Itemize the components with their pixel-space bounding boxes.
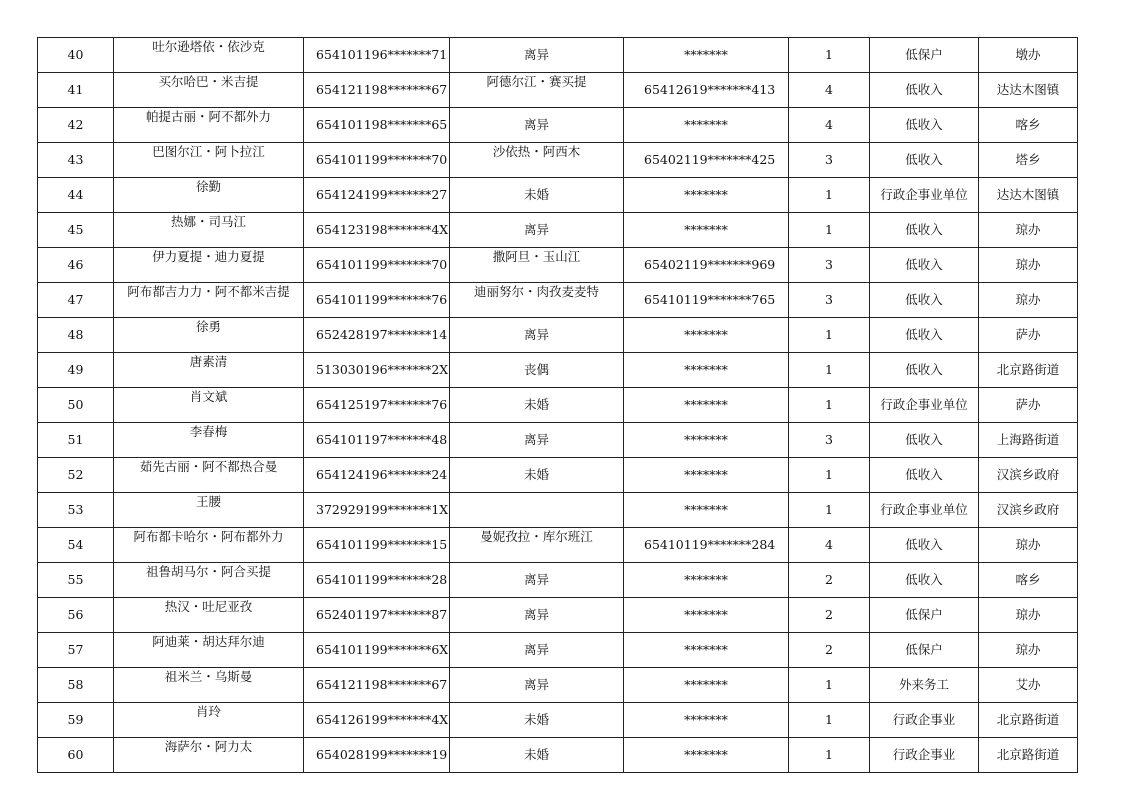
- office-cell: 喀乡: [979, 108, 1078, 143]
- office-cell: 墩办: [979, 38, 1078, 73]
- table-row: [38, 143, 1078, 178]
- row-number-cell: 58: [38, 668, 114, 703]
- office-cell: 汉滨乡政府: [979, 493, 1078, 528]
- applicant-name-cell: 吐尔逊塔依・依沙克: [114, 38, 304, 73]
- office-cell: 达达木图镇: [979, 73, 1078, 108]
- row-number-cell: 60: [38, 738, 114, 773]
- marital-spouse-cell: 未婚: [450, 458, 624, 493]
- applicant-name-cell: 巴图尔江・阿卜拉江: [114, 143, 304, 178]
- spouse-id-cell: *******: [624, 108, 789, 143]
- applicant-name-cell: 热汉・吐尼亚孜: [114, 598, 304, 633]
- applicant-name-cell: 肖玲: [114, 703, 304, 738]
- category-cell: 低收入: [870, 248, 979, 283]
- applicant-name-cell: 帕提古丽・阿不都外力: [114, 108, 304, 143]
- applicant-name-cell: 伊力夏提・迪力夏提: [114, 248, 304, 283]
- marital-spouse-cell: 离异: [450, 318, 624, 353]
- row-number-cell: 43: [38, 143, 114, 178]
- spouse-id-cell: *******: [624, 458, 789, 493]
- household-count-cell: 3: [789, 283, 870, 318]
- household-count-cell: 1: [789, 493, 870, 528]
- office-cell: 上海路街道: [979, 423, 1078, 458]
- row-number-cell: 44: [38, 178, 114, 213]
- marital-spouse-cell: 迪丽努尔・肉孜麦麦特: [450, 283, 624, 318]
- row-number-cell: 54: [38, 528, 114, 563]
- category-cell: 低收入: [870, 283, 979, 318]
- id-number-cell: 654125197*******76: [304, 388, 450, 423]
- household-count-cell: 1: [789, 178, 870, 213]
- spouse-id-cell: *******: [624, 633, 789, 668]
- office-cell: 萨办: [979, 388, 1078, 423]
- id-number-cell: 654028199*******19: [304, 738, 450, 773]
- table-row: [38, 738, 1078, 773]
- office-cell: 琼办: [979, 633, 1078, 668]
- household-count-cell: 3: [789, 143, 870, 178]
- row-number-cell: 53: [38, 493, 114, 528]
- row-number-cell: 45: [38, 213, 114, 248]
- household-count-cell: 1: [789, 738, 870, 773]
- id-number-cell: 654101199*******70: [304, 143, 450, 178]
- category-cell: 低收入: [870, 563, 979, 598]
- household-count-cell: 4: [789, 73, 870, 108]
- table-row: [38, 458, 1078, 493]
- id-number-cell: 654121198*******67: [304, 73, 450, 108]
- marital-spouse-cell: 撒阿旦・玉山江: [450, 248, 624, 283]
- row-number-cell: 51: [38, 423, 114, 458]
- applicant-name-cell: 买尔哈巴・米吉提: [114, 73, 304, 108]
- id-number-cell: 654101199*******15: [304, 528, 450, 563]
- applicant-name-cell: 阿布都吉力力・阿不都米吉提: [114, 283, 304, 318]
- applicant-name-cell: 王腰: [114, 493, 304, 528]
- marital-spouse-cell: 离异: [450, 668, 624, 703]
- office-cell: 琼办: [979, 598, 1078, 633]
- applicant-name-cell: 阿迪莱・胡达拜尔迪: [114, 633, 304, 668]
- household-count-cell: 2: [789, 563, 870, 598]
- table-row: [38, 318, 1078, 353]
- table-row: [38, 213, 1078, 248]
- applicant-name-cell: 徐勤: [114, 178, 304, 213]
- office-cell: 琼办: [979, 528, 1078, 563]
- row-number-cell: 50: [38, 388, 114, 423]
- id-number-cell: 654101196*******71: [304, 38, 450, 73]
- table-row: [38, 528, 1078, 563]
- row-number-cell: 48: [38, 318, 114, 353]
- spouse-id-cell: *******: [624, 353, 789, 388]
- id-number-cell: 654101198*******65: [304, 108, 450, 143]
- category-cell: 低收入: [870, 353, 979, 388]
- marital-spouse-cell: 未婚: [450, 738, 624, 773]
- office-cell: 琼办: [979, 213, 1078, 248]
- office-cell: 琼办: [979, 248, 1078, 283]
- spouse-id-cell: *******: [624, 598, 789, 633]
- marital-spouse-cell: 离异: [450, 38, 624, 73]
- row-number-cell: 57: [38, 633, 114, 668]
- category-cell: 低收入: [870, 143, 979, 178]
- marital-spouse-cell: 离异: [450, 633, 624, 668]
- marital-spouse-cell: 曼妮孜拉・库尔班江: [450, 528, 624, 563]
- id-number-cell: 654101199*******6X: [304, 633, 450, 668]
- household-count-cell: 4: [789, 108, 870, 143]
- office-cell: 艾办: [979, 668, 1078, 703]
- table-row: [38, 73, 1078, 108]
- household-count-cell: 4: [789, 528, 870, 563]
- spouse-id-cell: *******: [624, 563, 789, 598]
- category-cell: 低收入: [870, 458, 979, 493]
- category-cell: 行政企事业: [870, 703, 979, 738]
- office-cell: 喀乡: [979, 563, 1078, 598]
- category-cell: 行政企事业: [870, 738, 979, 773]
- applicant-name-cell: 祖鲁胡马尔・阿合买提: [114, 563, 304, 598]
- category-cell: 行政企事业单位: [870, 493, 979, 528]
- spouse-id-cell: 65410119*******284: [624, 528, 789, 563]
- table-row: [38, 108, 1078, 143]
- category-cell: 低收入: [870, 528, 979, 563]
- spouse-id-cell: *******: [624, 38, 789, 73]
- category-cell: 低保户: [870, 633, 979, 668]
- id-number-cell: 654101199*******28: [304, 563, 450, 598]
- category-cell: 行政企事业单位: [870, 178, 979, 213]
- spouse-id-cell: 65412619*******413: [624, 73, 789, 108]
- row-number-cell: 56: [38, 598, 114, 633]
- household-count-cell: 1: [789, 353, 870, 388]
- id-number-cell: 654124199*******27: [304, 178, 450, 213]
- row-number-cell: 49: [38, 353, 114, 388]
- category-cell: 行政企事业单位: [870, 388, 979, 423]
- household-count-cell: 2: [789, 598, 870, 633]
- household-count-cell: 2: [789, 633, 870, 668]
- household-count-cell: 1: [789, 668, 870, 703]
- spouse-id-cell: *******: [624, 318, 789, 353]
- category-cell: 低保户: [870, 38, 979, 73]
- table-row: [38, 38, 1078, 73]
- table-row: [38, 703, 1078, 738]
- row-number-cell: 47: [38, 283, 114, 318]
- applicant-name-cell: 唐素清: [114, 353, 304, 388]
- id-number-cell: 654124196*******24: [304, 458, 450, 493]
- spouse-id-cell: 65402119*******425: [624, 143, 789, 178]
- marital-spouse-cell: 未婚: [450, 178, 624, 213]
- applicant-name-cell: 李春梅: [114, 423, 304, 458]
- category-cell: 低收入: [870, 318, 979, 353]
- household-count-cell: 3: [789, 423, 870, 458]
- household-count-cell: 1: [789, 458, 870, 493]
- office-cell: 汉滨乡政府: [979, 458, 1078, 493]
- row-number-cell: 40: [38, 38, 114, 73]
- table-row: [38, 668, 1078, 703]
- category-cell: 低收入: [870, 423, 979, 458]
- id-number-cell: 652401197*******87: [304, 598, 450, 633]
- id-number-cell: 654101197*******48: [304, 423, 450, 458]
- office-cell: 达达木图镇: [979, 178, 1078, 213]
- household-count-cell: 1: [789, 213, 870, 248]
- applicant-name-cell: 海萨尔・阿力太: [114, 738, 304, 773]
- spouse-id-cell: *******: [624, 178, 789, 213]
- table-row: [38, 598, 1078, 633]
- table-row: [38, 493, 1078, 528]
- applicant-name-cell: 徐勇: [114, 318, 304, 353]
- row-number-cell: 41: [38, 73, 114, 108]
- marital-spouse-cell: 未婚: [450, 388, 624, 423]
- table-row: [38, 178, 1078, 213]
- spouse-id-cell: *******: [624, 388, 789, 423]
- household-count-cell: 1: [789, 388, 870, 423]
- office-cell: 萨办: [979, 318, 1078, 353]
- spouse-id-cell: *******: [624, 668, 789, 703]
- table-row: [38, 283, 1078, 318]
- category-cell: 低收入: [870, 73, 979, 108]
- category-cell: 低保户: [870, 598, 979, 633]
- marital-spouse-cell: 离异: [450, 213, 624, 248]
- household-count-cell: 3: [789, 248, 870, 283]
- table-row: [38, 248, 1078, 283]
- table-body: [38, 38, 1078, 773]
- office-cell: 北京路街道: [979, 353, 1078, 388]
- id-number-cell: 654121198*******67: [304, 668, 450, 703]
- id-number-cell: 654101199*******76: [304, 283, 450, 318]
- table-row: [38, 353, 1078, 388]
- applicant-table: [37, 37, 1078, 773]
- row-number-cell: 42: [38, 108, 114, 143]
- marital-spouse-cell: 离异: [450, 563, 624, 598]
- applicant-name-cell: 热娜・司马江: [114, 213, 304, 248]
- household-count-cell: 1: [789, 703, 870, 738]
- row-number-cell: 55: [38, 563, 114, 598]
- marital-spouse-cell: 未婚: [450, 703, 624, 738]
- household-count-cell: 1: [789, 38, 870, 73]
- spouse-id-cell: *******: [624, 493, 789, 528]
- spouse-id-cell: *******: [624, 738, 789, 773]
- spouse-id-cell: *******: [624, 213, 789, 248]
- table-row: [38, 633, 1078, 668]
- id-number-cell: 654101199*******70: [304, 248, 450, 283]
- table-row: [38, 423, 1078, 458]
- table-row: [38, 563, 1078, 598]
- spouse-id-cell: 65402119*******969: [624, 248, 789, 283]
- id-number-cell: 654126199*******4X: [304, 703, 450, 738]
- row-number-cell: 52: [38, 458, 114, 493]
- id-number-cell: 372929199*******1X: [304, 493, 450, 528]
- spouse-id-cell: 65410119*******765: [624, 283, 789, 318]
- household-count-cell: 1: [789, 318, 870, 353]
- row-number-cell: 46: [38, 248, 114, 283]
- id-number-cell: 652428197*******14: [304, 318, 450, 353]
- marital-spouse-cell: 离异: [450, 423, 624, 458]
- office-cell: 琼办: [979, 283, 1078, 318]
- marital-spouse-cell: 阿德尔江・赛买提: [450, 73, 624, 108]
- category-cell: 低收入: [870, 108, 979, 143]
- marital-spouse-cell: 离异: [450, 598, 624, 633]
- table-row: [38, 388, 1078, 423]
- id-number-cell: 654123198*******4X: [304, 213, 450, 248]
- marital-spouse-cell: 丧偶: [450, 353, 624, 388]
- applicant-name-cell: 肖文斌: [114, 388, 304, 423]
- marital-spouse-cell: [450, 493, 624, 528]
- applicant-name-cell: 茹先古丽・阿不都热合曼: [114, 458, 304, 493]
- category-cell: 低收入: [870, 213, 979, 248]
- category-cell: 外来务工: [870, 668, 979, 703]
- office-cell: 北京路街道: [979, 703, 1078, 738]
- row-number-cell: 59: [38, 703, 114, 738]
- marital-spouse-cell: 沙依热・阿西木: [450, 143, 624, 178]
- applicant-name-cell: 祖米兰・乌斯曼: [114, 668, 304, 703]
- office-cell: 北京路街道: [979, 738, 1078, 773]
- id-number-cell: 513030196*******2X: [304, 353, 450, 388]
- marital-spouse-cell: 离异: [450, 108, 624, 143]
- applicant-name-cell: 阿布都卡哈尔・阿布都外力: [114, 528, 304, 563]
- spouse-id-cell: *******: [624, 703, 789, 738]
- office-cell: 塔乡: [979, 143, 1078, 178]
- spouse-id-cell: *******: [624, 423, 789, 458]
